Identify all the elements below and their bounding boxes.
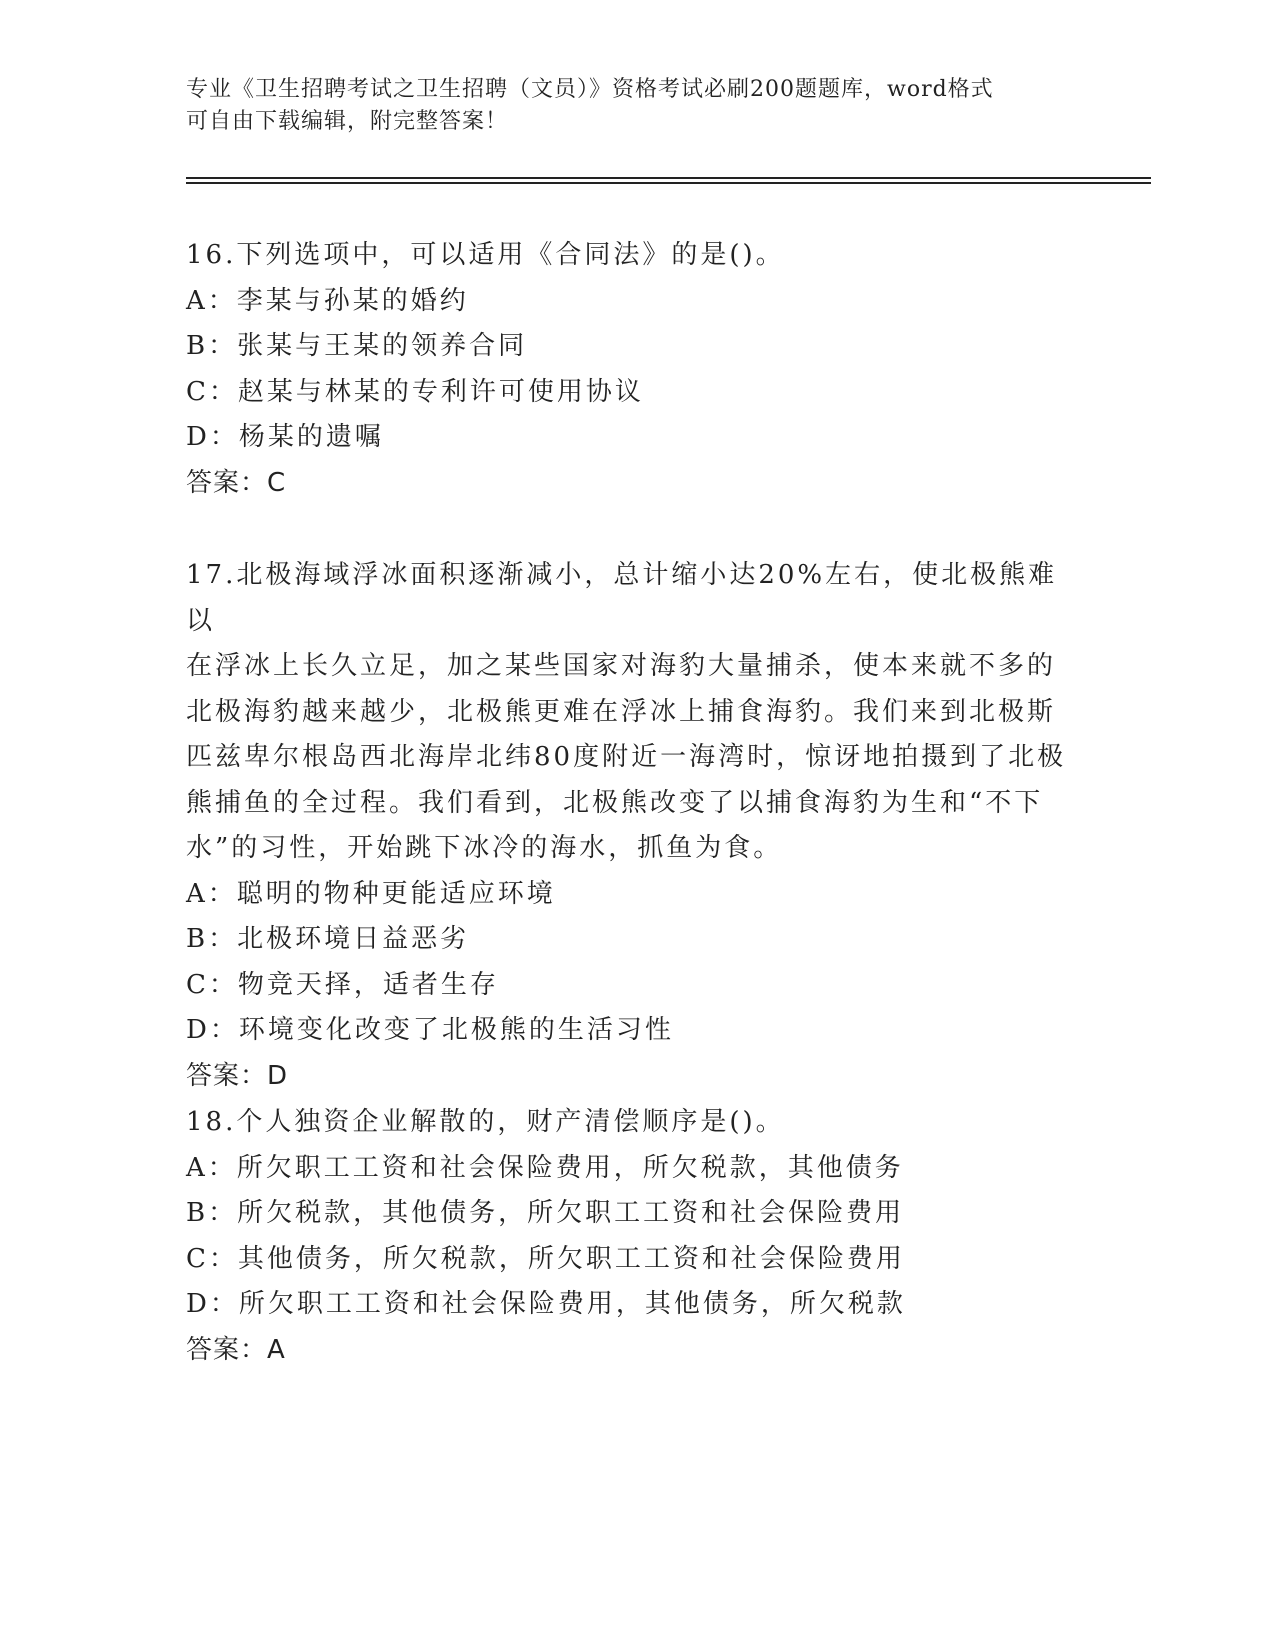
- header-line-2: 可自由下载编辑，附完整答案！: [186, 109, 509, 134]
- question-stem-line: 水”的习性，开始跳下冰冷的海水，抓鱼为食。: [186, 833, 783, 863]
- question-stem-line: 北极海豹越来越少，北极熊更难在浮冰上捕食海豹。我们来到北极斯: [186, 696, 1057, 727]
- option-d: D：所欠职工工资和社会保险费用，其他债务，所欠税款: [186, 1289, 906, 1319]
- question-17: [186, 553, 1086, 1099]
- question-stem-line: 熊捕鱼的全过程。我们看到，北极熊改变了以捕食海豹为生和“不下: [186, 787, 1044, 818]
- question-stem-line: 在浮冰上长久立足，加之某些国家对海豹大量捕杀，使本来就不多的: [186, 651, 1057, 681]
- question-16: [186, 233, 1086, 506]
- option-d: D：环境变化改变了北极熊的生活习性: [186, 1015, 674, 1045]
- option-a: A：李某与孙某的婚约: [186, 285, 469, 316]
- header-line-1: 专业《卫生招聘考试之卫生招聘（文员）》资格考试必刷200题题库，word格式: [186, 77, 994, 102]
- question-stem-line: 匹兹卑尔根岛西北海岸北纬80度附近一海湾时，惊讶地拍摄到了北极: [186, 742, 1067, 772]
- question-stem-line: 17.北极海域浮冰面积逐渐减小，总计缩小达20%左右，使北极熊难以: [186, 560, 1058, 636]
- option-b: B：张某与王某的领养合同: [186, 331, 528, 361]
- question-stem: 18.个人独资企业解散的，财产清偿顺序是()。: [186, 1107, 785, 1137]
- option-d: D：杨某的遗嘱: [186, 422, 384, 452]
- answer: 答案：C: [186, 467, 287, 498]
- answer: 答案：A: [186, 1334, 286, 1365]
- header-divider-top: [186, 177, 1151, 179]
- option-a: A：聪明的物种更能适应环境: [186, 878, 556, 909]
- option-a: A：所欠职工工资和社会保险费用，所欠税款，其他债务: [186, 1152, 904, 1183]
- option-c: C：物竞天择，适者生存: [186, 969, 499, 1000]
- option-b: B：北极环境日益恶劣: [186, 924, 470, 954]
- option-c: C：其他债务，所欠税款，所欠职工工资和社会保险费用: [186, 1243, 905, 1274]
- question-18: [186, 1100, 1086, 1373]
- header-divider-bottom: [186, 182, 1151, 184]
- document-header: [186, 74, 1086, 138]
- option-c: C：赵某与林某的专利许可使用协议: [186, 376, 644, 407]
- question-stem: 16.下列选项中，可以适用《合同法》的是()。: [186, 240, 785, 270]
- answer: 答案：D: [186, 1060, 289, 1091]
- option-b: B：所欠税款，其他债务，所欠职工工资和社会保险费用: [186, 1198, 905, 1228]
